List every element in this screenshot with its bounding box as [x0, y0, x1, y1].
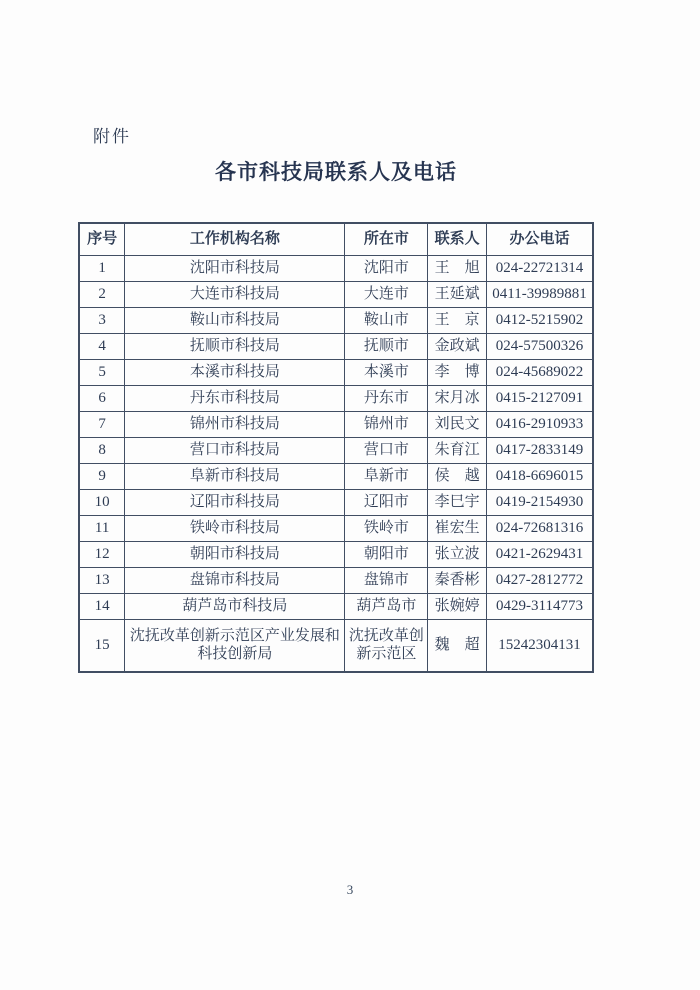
cell-phone: 0419-2154930 — [486, 489, 593, 515]
table-row — [79, 489, 593, 515]
cell-phone: 024-22721314 — [486, 255, 593, 281]
cell-name: 营口市科技局 — [125, 437, 345, 463]
cell-name: 铁岭市科技局 — [125, 515, 345, 541]
cell-city: 辽阳市 — [345, 489, 428, 515]
cell-contact: 侯 越 — [428, 463, 487, 489]
cell-contact: 崔宏生 — [428, 515, 487, 541]
cell-name: 阜新市科技局 — [125, 463, 345, 489]
table-row — [79, 333, 593, 359]
cell-phone: 024-72681316 — [486, 515, 593, 541]
page-title: 各市科技局联系人及电话 — [215, 160, 457, 184]
cell-contact: 王 京 — [428, 307, 487, 333]
cell-phone: 0416-2910933 — [486, 411, 593, 437]
cell-city: 鞍山市 — [345, 307, 428, 333]
page-number: 3 — [346, 882, 354, 897]
cell-contact: 王 旭 — [428, 255, 487, 281]
cell-name: 抚顺市科技局 — [125, 333, 345, 359]
cell-phone: 024-57500326 — [486, 333, 593, 359]
cell-city: 本溪市 — [345, 359, 428, 385]
table-row — [79, 515, 593, 541]
cell-contact: 宋月冰 — [428, 385, 487, 411]
cell-no: 3 — [79, 307, 125, 333]
table-row — [79, 359, 593, 385]
cell-contact: 魏 超 — [428, 619, 487, 672]
cell-no: 9 — [79, 463, 125, 489]
cell-name: 葫芦岛市科技局 — [125, 593, 345, 619]
cell-name: 朝阳市科技局 — [125, 541, 345, 567]
cell-city: 朝阳市 — [345, 541, 428, 567]
table-row — [79, 463, 593, 489]
cell-no: 1 — [79, 255, 125, 281]
cell-phone: 0411-39989881 — [486, 281, 593, 307]
table-row — [79, 307, 593, 333]
cell-no: 5 — [79, 359, 125, 385]
table-row — [79, 255, 593, 281]
cell-name: 盘锦市科技局 — [125, 567, 345, 593]
cell-contact: 张婉婷 — [428, 593, 487, 619]
table-row — [79, 281, 593, 307]
cell-city: 大连市 — [345, 281, 428, 307]
cell-no: 2 — [79, 281, 125, 307]
cell-city: 沈阳市 — [345, 255, 428, 281]
column-header: 办公电话 — [486, 223, 593, 255]
cell-name: 大连市科技局 — [125, 281, 345, 307]
cell-city: 盘锦市 — [345, 567, 428, 593]
cell-contact: 张立波 — [428, 541, 487, 567]
cell-city: 阜新市 — [345, 463, 428, 489]
cell-name: 本溪市科技局 — [125, 359, 345, 385]
table-row — [79, 619, 593, 672]
column-header: 序号 — [79, 223, 125, 255]
cell-contact: 李巳宇 — [428, 489, 487, 515]
cell-city: 沈抚改革创新示范区 — [345, 619, 428, 672]
cell-city: 锦州市 — [345, 411, 428, 437]
table-row — [79, 567, 593, 593]
cell-no: 6 — [79, 385, 125, 411]
cell-phone: 15242304131 — [486, 619, 593, 672]
cell-name: 沈抚改革创新示范区产业发展和科技创新局 — [125, 619, 345, 672]
cell-no: 4 — [79, 333, 125, 359]
cell-contact: 刘民文 — [428, 411, 487, 437]
cell-contact: 王延斌 — [428, 281, 487, 307]
contacts-table — [78, 222, 594, 673]
column-header: 所在市 — [345, 223, 428, 255]
attachment-label: 附件 — [93, 127, 131, 146]
table-row — [79, 541, 593, 567]
cell-city: 营口市 — [345, 437, 428, 463]
cell-name: 沈阳市科技局 — [125, 255, 345, 281]
cell-name: 锦州市科技局 — [125, 411, 345, 437]
table-row — [79, 385, 593, 411]
cell-contact: 秦香彬 — [428, 567, 487, 593]
table-row — [79, 411, 593, 437]
cell-city: 葫芦岛市 — [345, 593, 428, 619]
cell-phone: 0418-6696015 — [486, 463, 593, 489]
cell-phone: 0429-3114773 — [486, 593, 593, 619]
cell-contact: 李 博 — [428, 359, 487, 385]
column-header: 联系人 — [428, 223, 487, 255]
cell-phone: 0415-2127091 — [486, 385, 593, 411]
column-header: 工作机构名称 — [125, 223, 345, 255]
cell-phone: 0417-2833149 — [486, 437, 593, 463]
cell-name: 鞍山市科技局 — [125, 307, 345, 333]
cell-no: 7 — [79, 411, 125, 437]
table-row — [79, 593, 593, 619]
cell-name: 丹东市科技局 — [125, 385, 345, 411]
cell-name: 辽阳市科技局 — [125, 489, 345, 515]
table-header-row — [79, 223, 593, 255]
cell-no: 10 — [79, 489, 125, 515]
cell-phone: 0421-2629431 — [486, 541, 593, 567]
cell-phone: 0427-2812772 — [486, 567, 593, 593]
cell-no: 14 — [79, 593, 125, 619]
cell-no: 8 — [79, 437, 125, 463]
cell-no: 15 — [79, 619, 125, 672]
cell-no: 11 — [79, 515, 125, 541]
cell-phone: 0412-5215902 — [486, 307, 593, 333]
cell-city: 铁岭市 — [345, 515, 428, 541]
cell-no: 13 — [79, 567, 125, 593]
cell-contact: 金政斌 — [428, 333, 487, 359]
table-header — [79, 223, 593, 255]
cell-city: 抚顺市 — [345, 333, 428, 359]
cell-phone: 024-45689022 — [486, 359, 593, 385]
cell-city: 丹东市 — [345, 385, 428, 411]
cell-no: 12 — [79, 541, 125, 567]
cell-contact: 朱育江 — [428, 437, 487, 463]
table-row — [79, 437, 593, 463]
table-body — [79, 255, 593, 672]
